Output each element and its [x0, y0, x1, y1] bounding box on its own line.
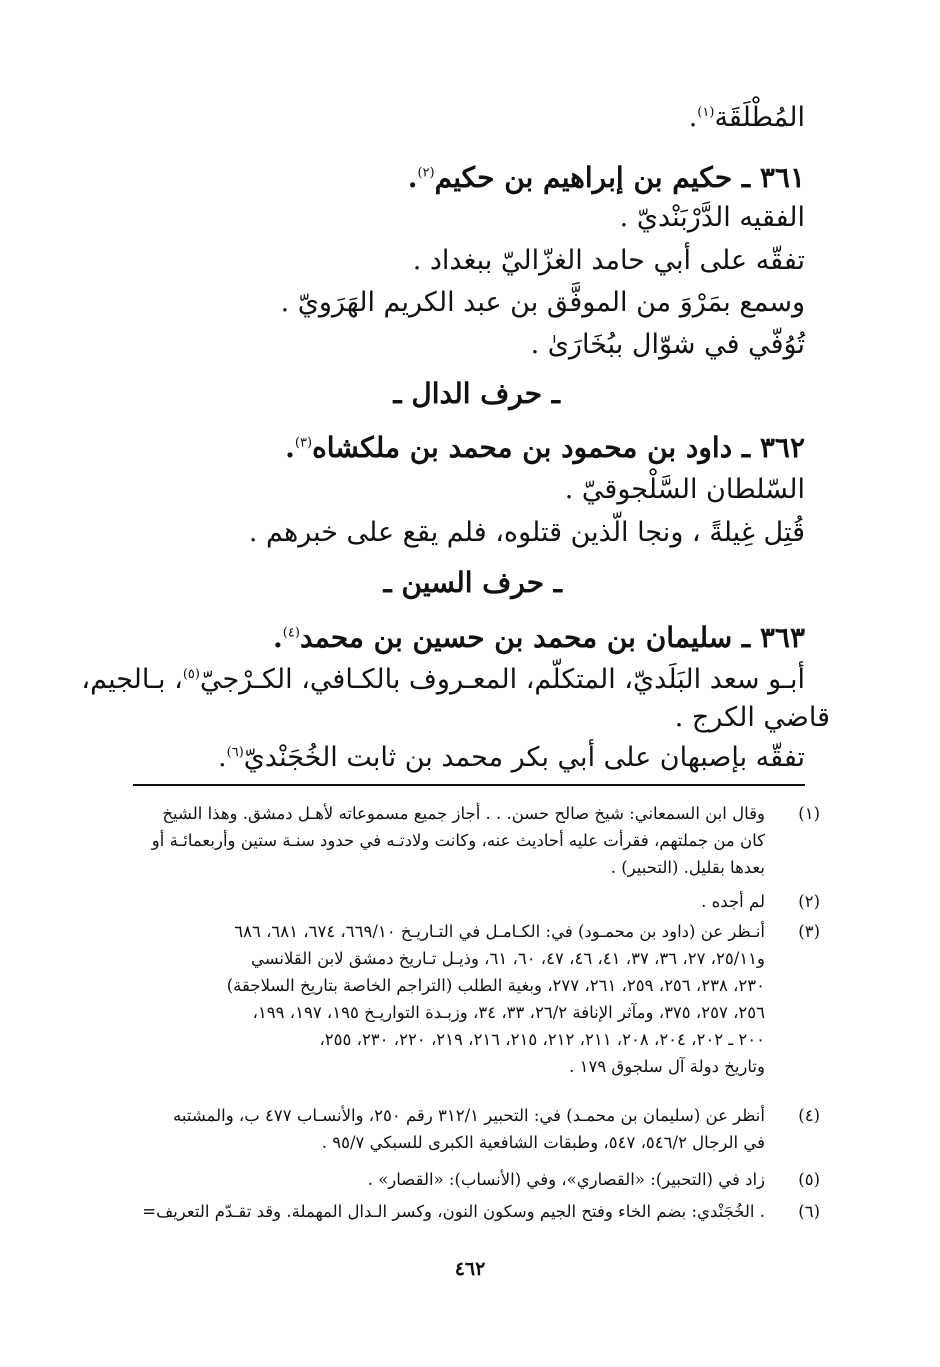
- full-stop: .: [218, 742, 227, 773]
- footnote-marker: (١): [697, 105, 715, 120]
- full-stop: .: [407, 161, 418, 194]
- entry-363-line-3: [218, 740, 805, 776]
- footnote-number: (١): [798, 804, 820, 823]
- full-stop: .: [285, 431, 295, 464]
- full-stop: .: [273, 621, 283, 654]
- footnote-line: . الخُجَنْدي: بضم الخاء وفتح الجيم وسكون النون، وكسر الـدال المهملة. وقد تقـدّم التعريف=: [142, 1202, 765, 1221]
- section-heading-sin: ـ حرف السين ـ: [383, 566, 562, 599]
- footnote-line: في الرجال ٥٤٦/٢، ٥٤٧، وطبقات الشافعية الكبرى للسبكي ٩٥/٧ .: [321, 1133, 765, 1152]
- footnote-text: [125, 1102, 765, 1156]
- footnote-6: [125, 1198, 820, 1225]
- footnote-text: [125, 888, 765, 915]
- entry-361-line-2: تفقّه على أبي حامد الغزّاليّ ببغداد .: [412, 245, 805, 276]
- footnote-line: كان من جملتهم، فقرأت عليه أحاديث عنه، وكانت ولادتـه في حدود سنـة ستين وأربعمائـة أو: [151, 831, 765, 850]
- entry-361-line-1: الفقيه الدَّرْبَنْديّ .: [619, 202, 805, 233]
- entry-363-line-2: قاضي الكرج .: [674, 702, 830, 733]
- footnote-line: وقال ابن السمعاني: شيخ صالح حسن. . . أجاز جميع مسموعاته لأهـل دمشق. وهذا الشيخ: [162, 804, 765, 823]
- footnote-2: [125, 888, 820, 915]
- entry-361-line-3: وسمع بمَرْوَ من الموفَّق بن عبد الكريم الهَرَويّ .: [280, 287, 805, 318]
- entry-363-line-1b: ، بـالجيم،: [81, 664, 183, 695]
- entry-361-name: ٣٦١ ـ حكيم بن إبراهيم بن حكيم: [434, 161, 805, 194]
- footnote-marker: (٥): [182, 667, 200, 682]
- footnote-1: [125, 800, 820, 881]
- footnote-text: [125, 918, 765, 1080]
- entry-363-line-1: [81, 662, 805, 698]
- footnote-marker: (٦): [226, 745, 244, 760]
- footnote-5: [125, 1166, 820, 1193]
- footnote-3: [125, 918, 820, 1080]
- entry-363-name: ٣٦٣ ـ سليمان بن محمد بن حسين بن محمد: [299, 621, 805, 654]
- entry-362-title: [285, 430, 805, 466]
- continuation-word: المُطْلَقَة: [714, 102, 805, 133]
- footnote-text: [125, 1198, 765, 1225]
- footnote-number: (٥): [798, 1170, 820, 1189]
- footnote-line: زاد في (التحبير): «القصاري»، وفي (الأنساب): «القصار» .: [367, 1170, 765, 1189]
- footnote-number: (٤): [798, 1106, 820, 1125]
- entry-362-line-2: قُتِل غِيلةً ، ونجا الّذين قتلوه، فلم يقع على خبرهم .: [248, 517, 805, 548]
- page-number: ٤٦٢: [454, 1258, 486, 1280]
- footnote-line: ٢٣٠، ٢٣٨، ٢٥٦، ٢٥٩، ٢٦١، ٢٧٧، وبغية الطلب (التراجم الخاصة بتاريخ السلاجقة): [226, 976, 765, 995]
- footnote-line: و٢٥/١١، ٢٧، ٣٦، ٣٧، ٤١، ٤٦، ٤٧، ٦٠، ٦١، وذيـل تـاريخ دمشق لابن القلانسي: [250, 949, 765, 968]
- footnote-line: وتاريخ دولة آل سلجوق ١٧٩ .: [569, 1057, 765, 1076]
- footnote-text: [125, 1166, 765, 1193]
- footnote-text: [125, 800, 765, 881]
- footnote-marker: (٣): [294, 435, 313, 451]
- footnote-line: لم أجده .: [701, 892, 765, 911]
- entry-361-title: [408, 160, 805, 196]
- full-stop: .: [688, 102, 698, 133]
- footnote-line: بعدها بقليل. (التحبير) .: [610, 858, 765, 877]
- entry-363-line-3a: تفقّه بإصبهان على أبي بكر محمد بن ثابت الخُجَنْديّ: [243, 742, 805, 773]
- entry-363-title: [273, 620, 805, 656]
- footnote-number: (٦): [798, 1202, 820, 1221]
- section-heading-dal: ـ حرف الدال ـ: [393, 377, 560, 410]
- footnote-number: (٢): [798, 892, 820, 911]
- footnote-line: أنـظر عن (داود بن محمـود) في: الكـامـل في التـاريـخ ٦٦٩/١٠، ٦٧٤، ٦٨١، ٦٨٦: [234, 922, 765, 941]
- footnote-number: (٣): [798, 922, 820, 941]
- footnote-line: ٢٠٠ ـ ٢٠٢، ٢٠٤، ٢٠٨، ٢١١، ٢١٢، ٢١٥، ٢١٦، ٢١٩، ٢٢٠، ٢٣٠، ٢٥٥،: [319, 1030, 765, 1049]
- entry-362-name: ٣٦٢ ـ داود بن محمود بن محمد بن ملكشاه: [312, 431, 805, 464]
- entry-363-line-1a: أبـو سعد البَلَديّ، المتكلّم، المعـروف بالكـافي، الكـرْجيّ: [199, 664, 805, 695]
- entry-363-line-1-text: [81, 662, 805, 698]
- continuation-line: [689, 100, 805, 136]
- entry-361-line-4: تُوُفّي في شوّال ببُخَارَىٰ .: [530, 329, 805, 360]
- footnote-divider: [133, 784, 805, 786]
- footnote-marker: (٢): [417, 165, 435, 181]
- footnote-line: ٢٥٦، ٢٥٧، ٣٧٥، ومآثر الإنافة ٢٦/٢، ٣٣، ٣٤، وزبـدة التواريـخ ١٩٥، ١٩٧، ١٩٩،: [252, 1003, 765, 1022]
- footnote-line: أنظر عن (سليمان بن محمـد) في: التحبير ٣١٢/١ رقم ٢٥٠، والأنسـاب ٤٧٧ ب، والمشتبه: [173, 1106, 765, 1125]
- footnote-marker: (٤): [282, 625, 300, 641]
- entry-362-line-1: السّلطان السَّلْجوقيّ .: [564, 474, 805, 505]
- footnote-4: [125, 1102, 820, 1156]
